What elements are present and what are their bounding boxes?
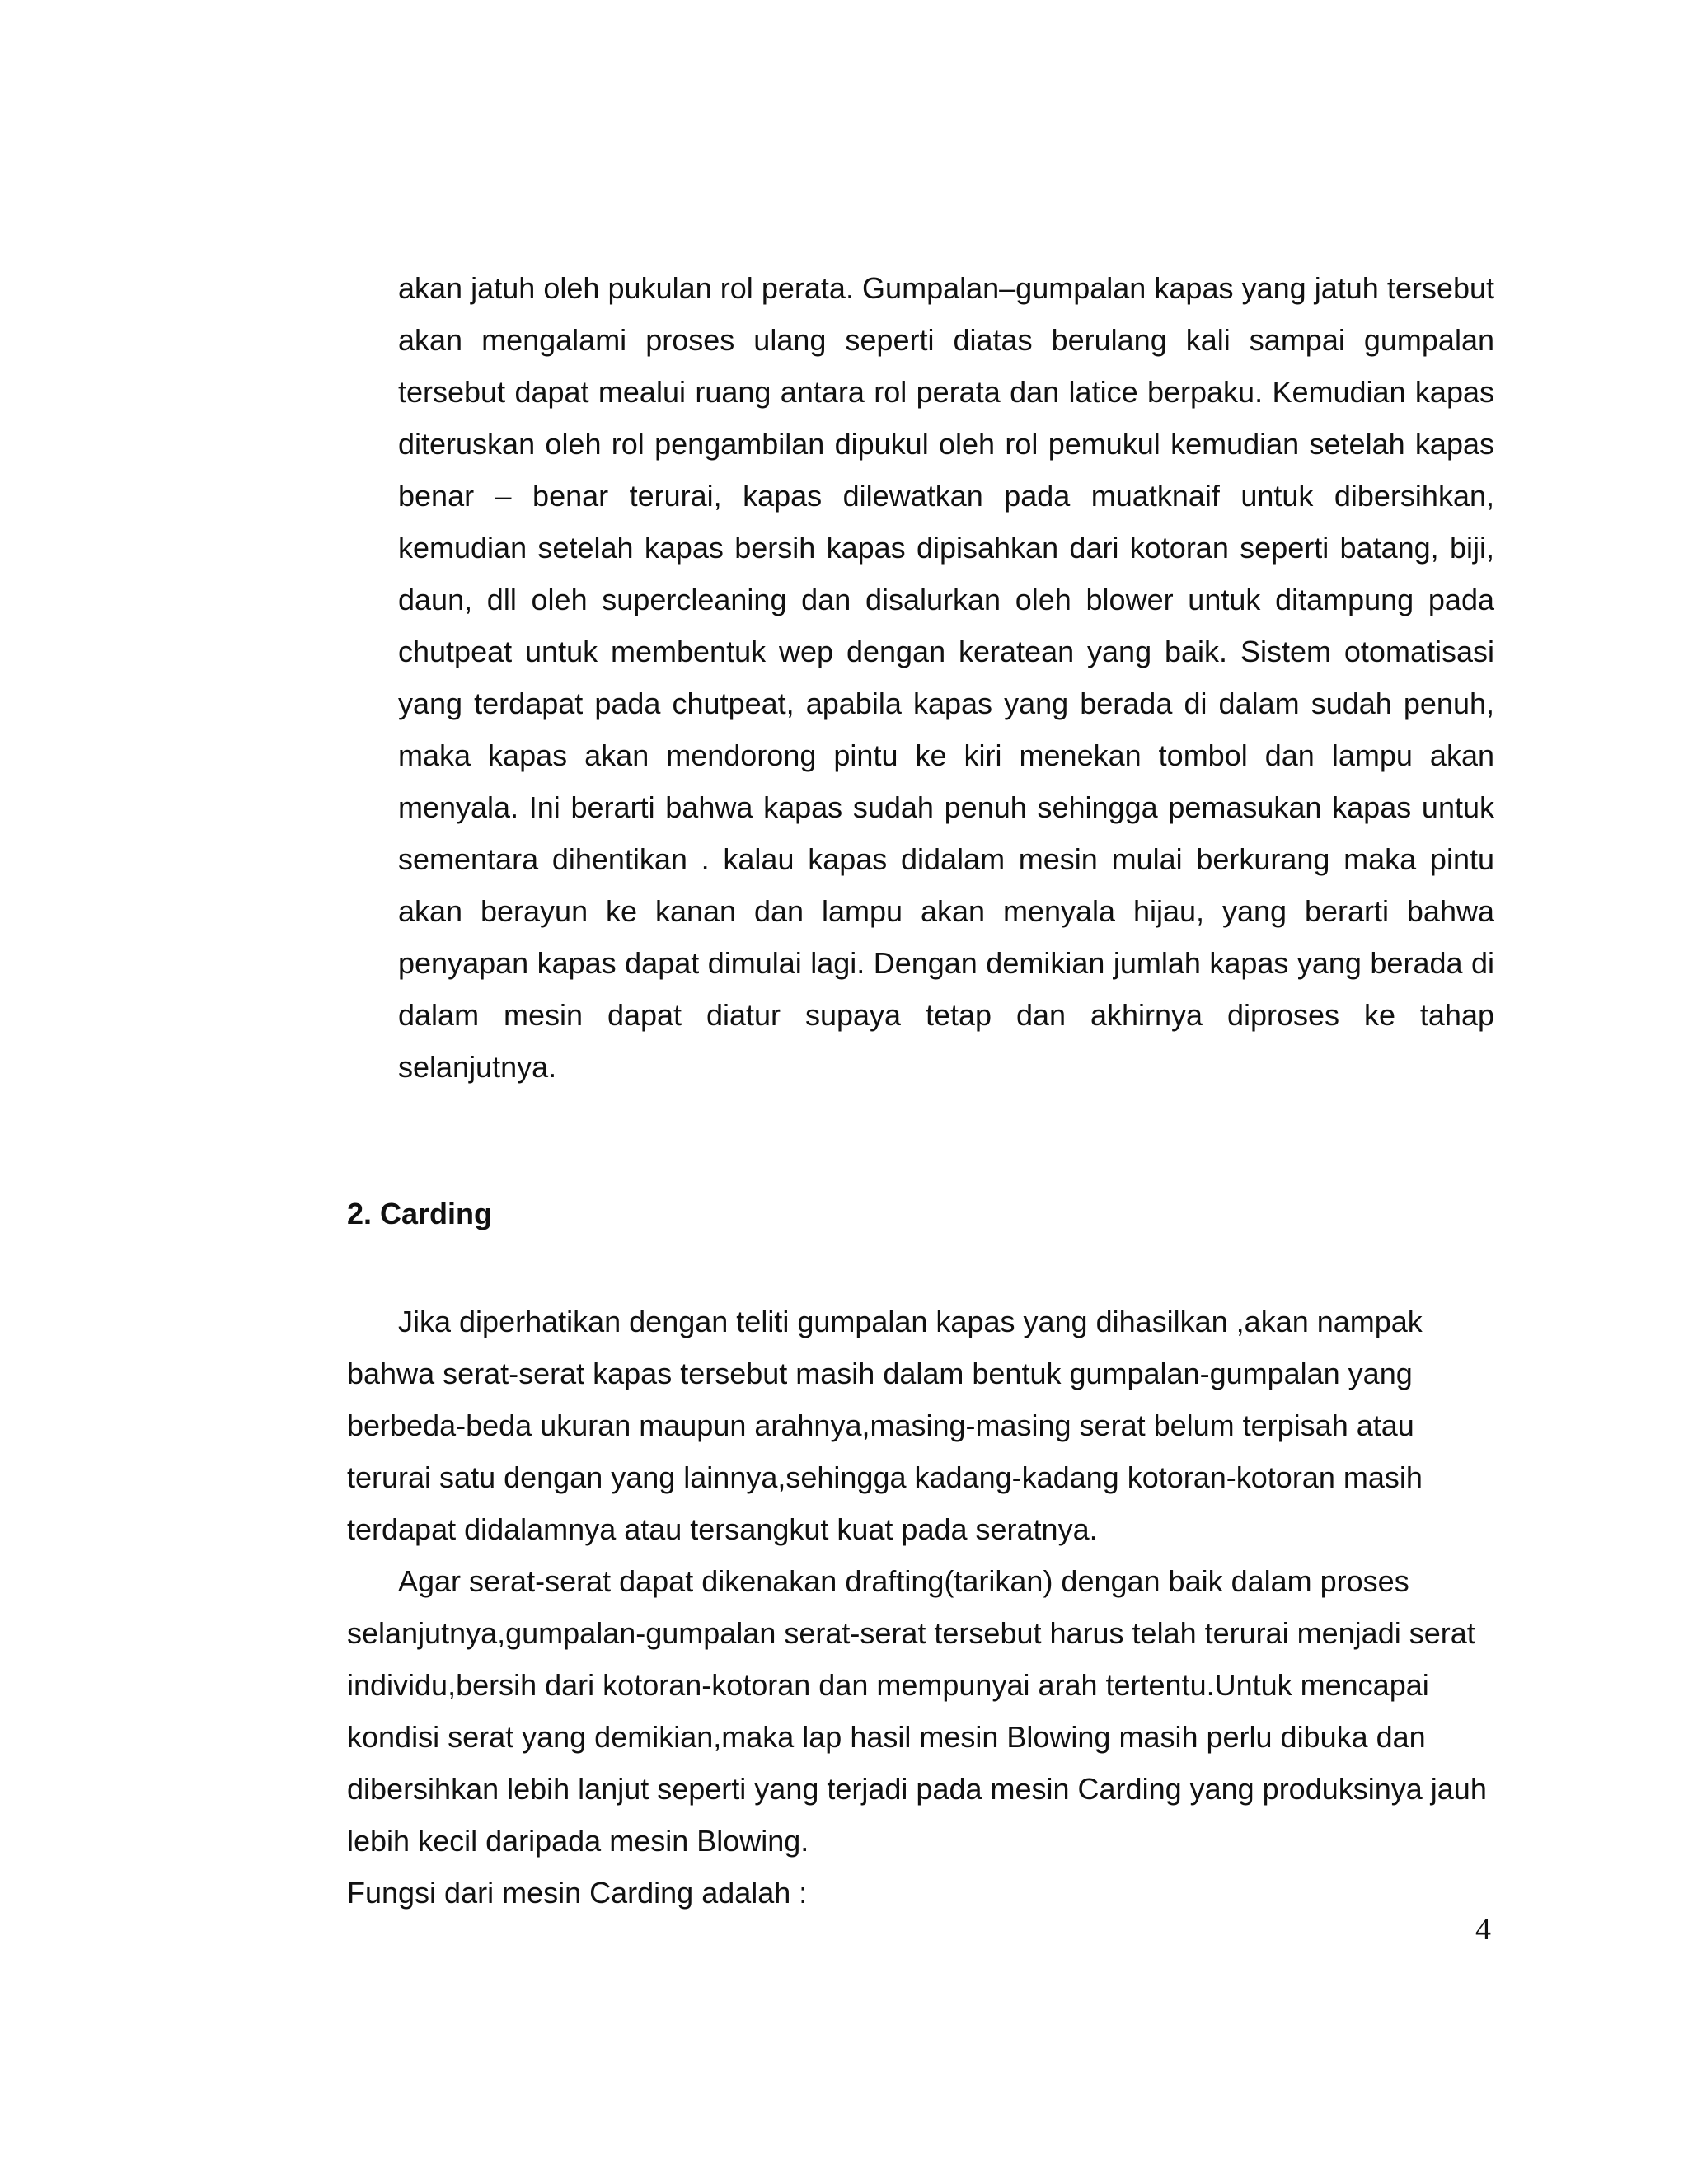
section-heading-carding: 2. Carding — [347, 1197, 493, 1230]
page-number: 4 — [1475, 1912, 1491, 1947]
carding-paragraph-1: Jika diperhatikan dengan teliti gumpalan kapas yang dihasilkan ,akan nampak bahwa serat-serat kapas tersebut masih dalam bentuk gumpalan-gumpalan yang berbeda-beda ukuran maupun arahnya,masing-masing serat belum terpisah atau terurai satu dengan yang lainnya,sehingga kadang-kadang kotoran-kotoran masih terdapat didalamnya atau tersangkut kuat pada seratnya. — [347, 1305, 1423, 1546]
carding-functions-intro: Fungsi dari mesin Carding adalah : — [347, 1876, 808, 1910]
continuation-paragraph: akan jatuh oleh pukulan rol perata. Gumpalan–gumpalan kapas yang jatuh tersebut akan mengalami proses ulang seperti diatas berulang kali sampai gumpalan tersebut dapat mealui ruang antara rol perata dan latice berpaku. Kemudian kapas diteruskan oleh rol pengambilan dipukul oleh rol pemukul kemudian setelah kapas benar – benar terurai, kapas dilewatkan pada muatknaif untuk dibersihkan, kemudian setelah kapas bersih kapas dipisahkan dari kotoran seperti batang, biji, daun, dll oleh supercleaning dan disalurkan oleh blower untuk ditampung pada chutpeat untuk membentuk wep dengan keratean yang baik. Sistem otomatisasi yang terdapat pada chutpeat, apabila kapas yang berada di dalam sudah penuh, maka kapas akan mendorong pintu ke kiri menekan tombol dan lampu akan menyala. Ini berarti bahwa kapas sudah penuh sehingga pemasukan kapas untuk sementara dihentikan . kalau kapas didalam mesin mulai berkurang maka pintu akan berayun ke kanan dan lampu akan menyala hijau, yang berarti bahwa penyapan kapas dapat dimulai lagi. Dengan demikian jumlah kapas yang berada di dalam mesin dapat diatur supaya tetap dan akhirnya diproses ke tahap selanjutnya. — [398, 271, 1494, 1084]
carding-paragraph-2: Agar serat-serat dapat dikenakan drafting(tarikan) dengan baik dalam proses selanjutnya,gumpalan-gumpalan serat-serat tersebut harus telah terurai menjadi serat individu,bersih dari kotoran-kotoran dan mempunyai arah tertentu.Untuk mencapai kondisi serat yang demikian,maka lap hasil mesin Blowing masih perlu dibuka dan dibersihkan lebih lanjut seperti yang terjadi pada mesin Carding yang produksinya jauh lebih kecil daripada mesin Blowing. — [347, 1564, 1487, 1858]
carding-section-body — [347, 1296, 1501, 1919]
